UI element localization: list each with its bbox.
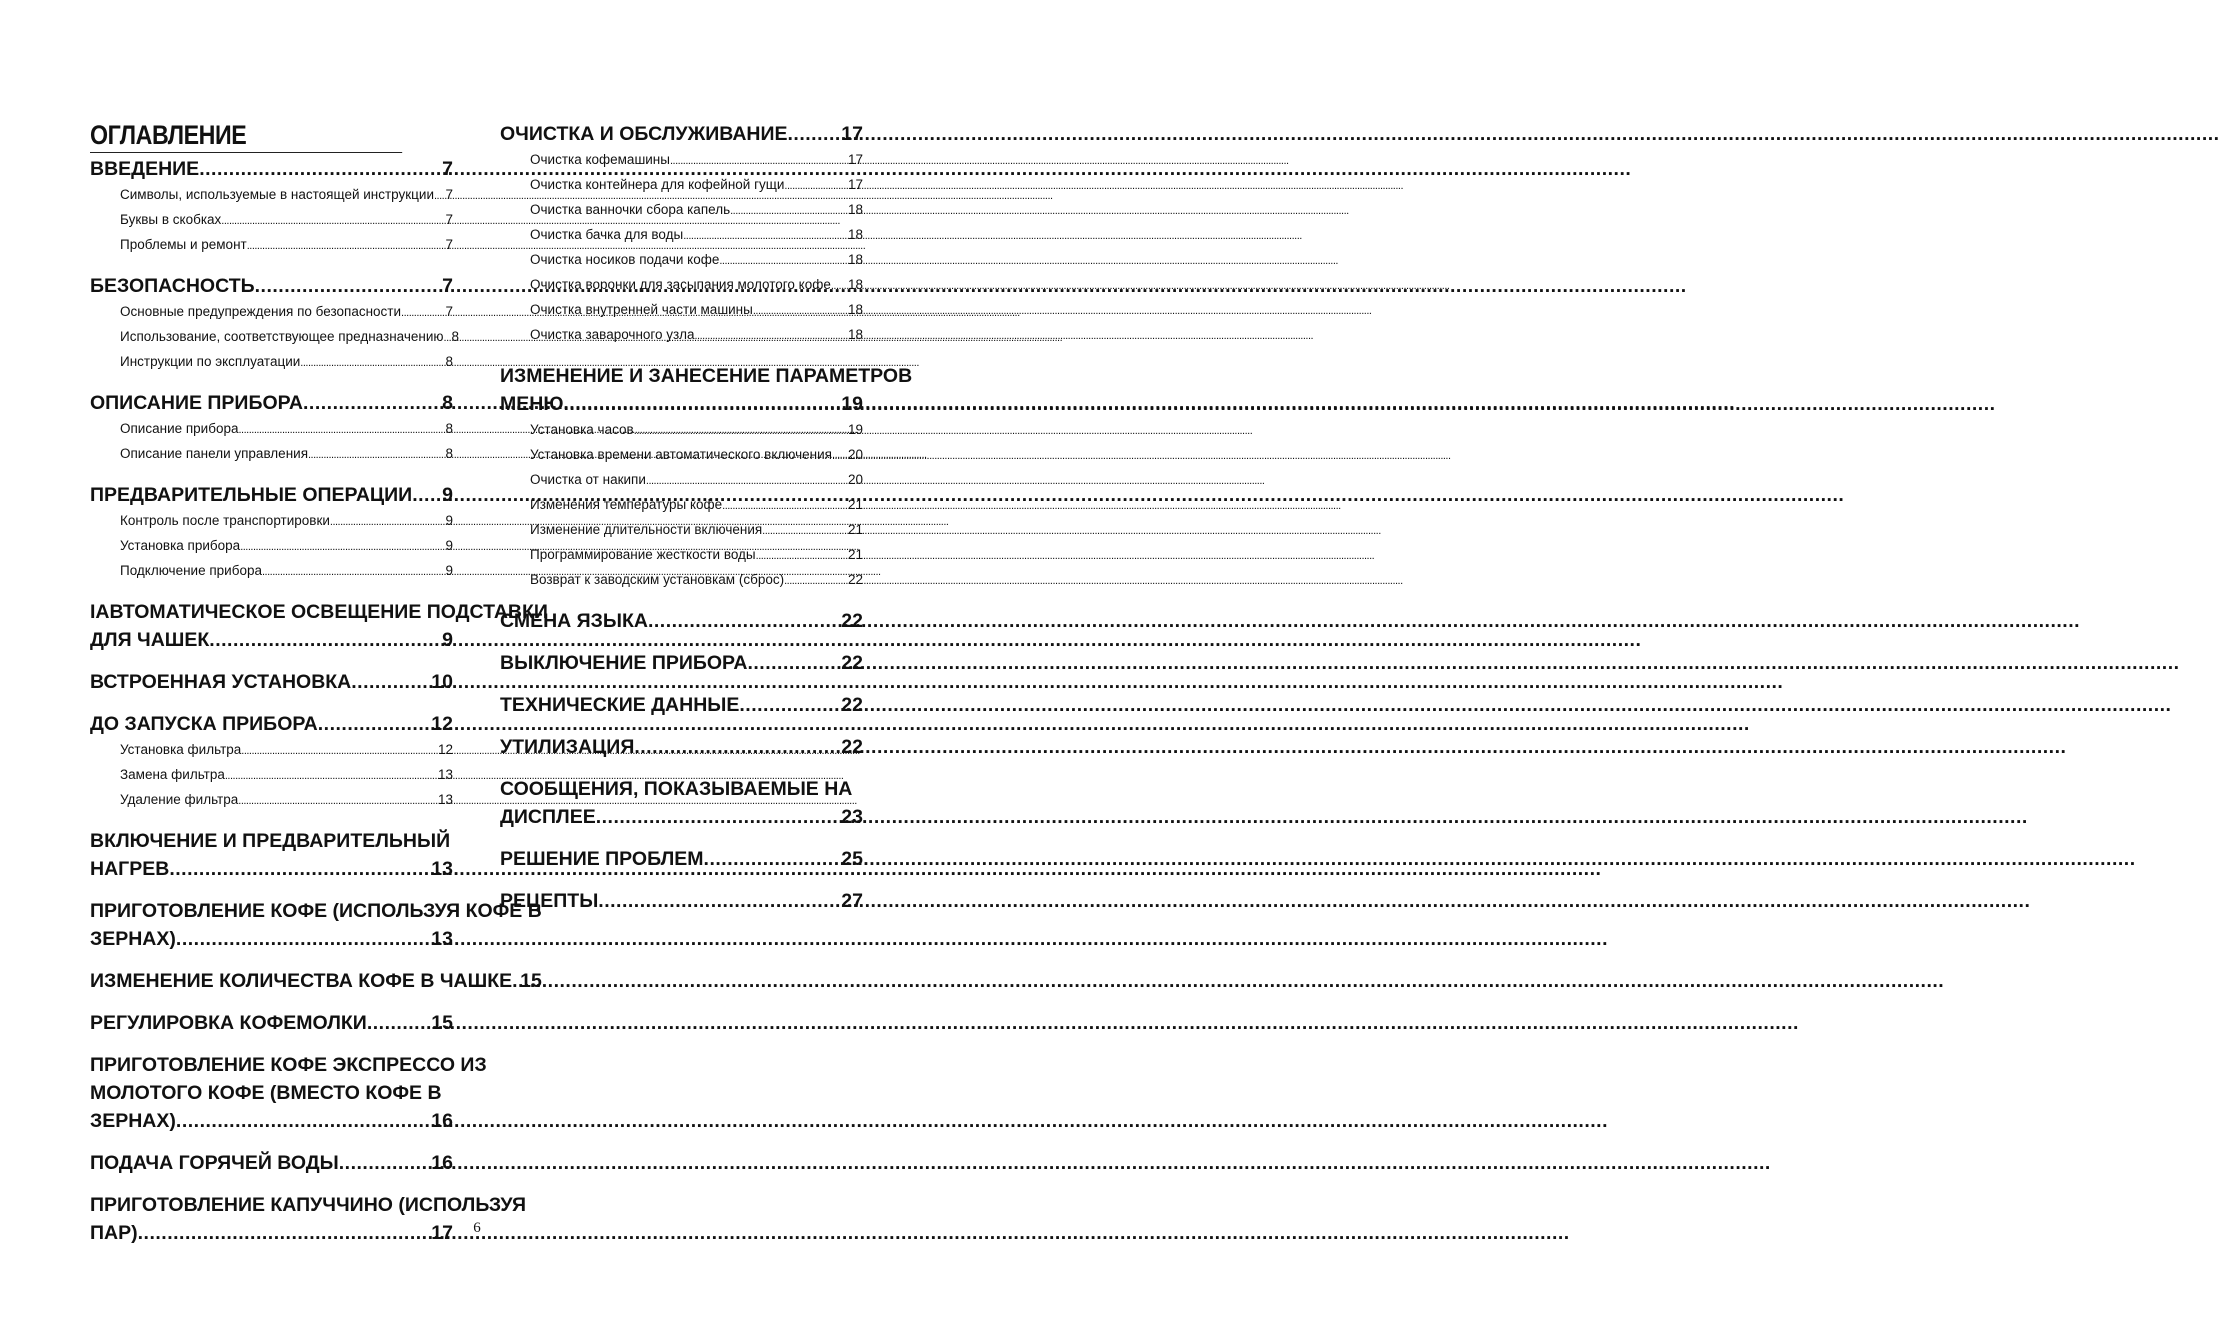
dot-leader	[563, 390, 841, 418]
toc-section	[90, 598, 548, 654]
section-heading-page: 25	[841, 848, 863, 870]
dot-leader	[512, 967, 520, 995]
subsection-row[interactable]	[530, 223, 863, 248]
dot-leader	[694, 323, 847, 348]
section-heading[interactable]	[90, 481, 453, 509]
toc-section	[90, 897, 542, 953]
section-heading-page: 8	[442, 392, 453, 414]
subsection-row[interactable]	[530, 493, 863, 518]
section-heading-title: ОЧИСТКА И ОБСЛУЖИВАНИЕ	[500, 123, 788, 145]
section-heading-page: 15	[520, 970, 542, 992]
section-heading-row[interactable]	[500, 607, 863, 635]
dot-leader	[788, 120, 842, 148]
section-heading-page: 7	[442, 158, 453, 180]
section-heading-line: ИЗМЕНЕНИЕ И ЗАНЕСЕНИЕ ПАРАМЕТРОВ	[500, 365, 913, 387]
subsection-row[interactable]	[530, 273, 863, 298]
page-number: 6	[473, 1220, 481, 1236]
subsection-list	[500, 418, 863, 593]
section-heading-line: МОЛОТОГО КОФЕ (ВМЕСТО КОФЕ В	[90, 1082, 442, 1104]
toc-right-column	[500, 120, 913, 929]
section-heading[interactable]	[90, 272, 453, 300]
subsection-page: 12	[437, 742, 453, 757]
dot-leader	[598, 887, 841, 915]
dot-leader	[255, 272, 443, 300]
subsection-title: Очистка контейнера для кофейной гущи	[530, 177, 785, 192]
subsection-row[interactable]	[530, 148, 863, 173]
section-heading[interactable]	[500, 691, 863, 719]
subsection-title: Подключение прибора	[120, 563, 262, 578]
toc-section	[90, 1009, 453, 1037]
subsection-page: 9	[445, 563, 453, 578]
section-heading-line: ПРИГОТОВЛЕНИЕ КАПУЧЧИНО (ИСПОЛЬЗУЯ	[90, 1194, 526, 1216]
section-heading-title: ЗЕРНАХ)	[90, 928, 176, 950]
dot-leader	[209, 626, 442, 654]
section-heading-row[interactable]	[90, 967, 542, 995]
subsection-title: Установка времени автоматического включения	[530, 447, 832, 462]
subsection-page: 13	[437, 792, 453, 807]
subsection-title: Контроль после транспортировки	[120, 513, 330, 528]
dot-leader	[247, 233, 446, 258]
section-heading[interactable]	[90, 1149, 453, 1177]
subsection-page: 8	[451, 329, 460, 344]
toc-section	[500, 775, 863, 831]
subsection-page: 18	[847, 277, 863, 292]
section-heading-title: ДО ЗАПУСКА ПРИБОРА	[90, 713, 318, 735]
dot-leader	[634, 733, 841, 761]
section-heading[interactable]	[500, 845, 863, 873]
section-heading-title: ВЫКЛЮЧЕНИЕ ПРИБОРА	[500, 652, 748, 674]
subsection-page: 19	[847, 422, 863, 437]
section-heading-page: 17	[841, 123, 863, 145]
subsection-list	[90, 417, 453, 467]
subsection-title: Установка прибора	[120, 538, 241, 553]
subsection-row[interactable]	[530, 468, 863, 493]
subsection-row[interactable]	[120, 300, 453, 325]
section-heading-row[interactable]	[90, 389, 453, 417]
section-heading-row[interactable]	[90, 481, 453, 509]
section-heading-page: 19	[841, 393, 863, 415]
subsection-title: Буквы в скобках	[120, 212, 222, 227]
dot-leader	[176, 1107, 431, 1135]
dot-leader	[832, 443, 848, 468]
section-heading-page: 15	[431, 1012, 453, 1034]
section-heading-row[interactable]	[500, 120, 863, 148]
section-heading-page: 17	[431, 1222, 453, 1244]
dot-leader	[241, 738, 438, 763]
section-heading-row[interactable]	[90, 1107, 453, 1135]
toc-section	[90, 389, 453, 467]
subsection-row[interactable]	[120, 183, 453, 208]
dot-leader	[762, 518, 848, 543]
subsection-row[interactable]	[530, 543, 863, 568]
section-heading-row[interactable]	[90, 668, 453, 696]
dot-leader	[648, 607, 841, 635]
subsection-page: 9	[445, 513, 453, 528]
dot-leader	[221, 208, 445, 233]
section-heading-title: ОПИСАНИЕ ПРИБОРА	[90, 392, 303, 414]
subsection-page: 20	[847, 472, 863, 487]
subsection-row[interactable]	[120, 208, 453, 233]
subsection-row[interactable]	[530, 298, 863, 323]
subsection-title: Программирование жесткости воды	[530, 547, 756, 562]
subsection-row[interactable]	[120, 763, 453, 788]
subsection-row[interactable]	[120, 233, 453, 258]
section-heading-page: 22	[841, 652, 863, 674]
section-heading-row[interactable]	[500, 733, 863, 761]
section-heading[interactable]	[500, 775, 863, 831]
subsection-row[interactable]	[120, 559, 453, 584]
subsection-page: 8	[445, 446, 453, 461]
toc-section	[500, 362, 913, 593]
subsection-title: Очистка воронки для засыпания молотого кофе	[530, 277, 831, 292]
section-heading-row[interactable]	[90, 155, 453, 183]
subsection-title: Очистка внутренней части машины	[530, 302, 753, 317]
toc-section	[500, 649, 863, 677]
dot-leader	[303, 389, 442, 417]
dot-leader	[367, 1009, 431, 1037]
dot-leader	[339, 1149, 432, 1177]
section-heading[interactable]	[90, 389, 453, 417]
subsection-page: 17	[847, 152, 863, 167]
dot-leader	[238, 417, 445, 442]
dot-leader	[722, 493, 848, 518]
toc-section	[500, 733, 863, 761]
dot-leader	[704, 845, 842, 873]
toc-section	[90, 710, 453, 813]
section-heading-row[interactable]	[500, 390, 863, 418]
dot-leader	[784, 173, 848, 198]
dot-leader	[444, 325, 452, 350]
section-heading-page: 22	[841, 736, 863, 758]
subsection-title: Очистка бачка для воды	[530, 227, 684, 242]
section-heading[interactable]	[90, 710, 453, 738]
subsection-row[interactable]	[530, 198, 863, 223]
section-heading-page: 10	[431, 671, 453, 693]
subsection-row[interactable]	[120, 534, 453, 559]
section-heading[interactable]	[500, 733, 863, 761]
section-heading-title: РЕШЕНИЕ ПРОБЛЕМ	[500, 848, 704, 870]
section-heading-title: БЕЗОПАСНОСТЬ	[90, 275, 255, 297]
subsection-title: Основные предупреждения по безопасности	[120, 304, 402, 319]
subsection-page: 7	[445, 304, 453, 319]
subsection-page: 7	[445, 237, 453, 252]
section-heading-title: ВСТРОЕННАЯ УСТАНОВКА	[90, 671, 352, 693]
dot-leader	[199, 155, 442, 183]
toc-section	[90, 481, 453, 584]
section-heading-title: ВВЕДЕНИЕ	[90, 158, 200, 180]
section-heading-page: 16	[431, 1152, 453, 1174]
subsection-page: 8	[445, 421, 453, 436]
subsection-title: Описание панели управления	[120, 446, 308, 461]
subsection-title: Изменение длительности включения	[530, 522, 763, 537]
toc-section	[90, 1051, 487, 1135]
subsection-page: 18	[847, 302, 863, 317]
section-heading-row[interactable]	[90, 626, 453, 654]
subsection-page: 22	[847, 572, 863, 587]
section-heading-line: ПРИГОТОВЛЕНИЕ КОФЕ ЭКСПРЕССО ИЗ	[90, 1054, 487, 1076]
subsection-title: Инструкции по эксплуатации	[120, 354, 301, 369]
subsection-title: Описание прибора	[120, 421, 239, 436]
section-heading-line: СООБЩЕНИЯ, ПОКАЗЫВАЕМЫЕ НА	[500, 778, 853, 800]
subsection-list	[500, 148, 863, 348]
section-heading[interactable]	[500, 887, 863, 915]
subsection-row[interactable]	[120, 738, 453, 763]
section-heading-title: РЕЦЕПТЫ	[500, 890, 599, 912]
dot-leader	[412, 481, 442, 509]
section-heading-line: IАВТОМАТИЧЕСКОЕ ОСВЕЩЕНИЕ ПОДСТАВКИ	[90, 601, 548, 623]
section-heading-line: ВКЛЮЧЕНИЕ И ПРЕДВАРИТЕЛЬНЫЙ	[90, 830, 451, 852]
subsection-page: 7	[445, 187, 453, 202]
subsection-page: 13	[437, 767, 453, 782]
section-heading-row[interactable]	[90, 1149, 453, 1177]
toc-section	[90, 272, 460, 375]
dot-leader	[225, 763, 438, 788]
subsection-row[interactable]	[120, 788, 453, 813]
subsection-title: Проблемы и ремонт	[120, 237, 247, 252]
subsection-title: Установка часов	[530, 422, 634, 437]
dot-leader	[646, 468, 848, 493]
dot-leader	[596, 803, 842, 831]
subsection-row[interactable]	[530, 568, 863, 593]
dot-leader	[240, 534, 445, 559]
section-heading[interactable]	[90, 1009, 453, 1037]
toc-section	[90, 668, 453, 696]
section-heading-title: ДЛЯ ЧАШЕК	[90, 629, 210, 651]
dot-leader	[753, 298, 848, 323]
subsection-page: 18	[847, 202, 863, 217]
toc-section	[500, 887, 863, 915]
section-heading-page: 16	[431, 1110, 453, 1132]
section-heading[interactable]	[90, 897, 542, 953]
subsection-title: Очистка от накипи	[530, 472, 646, 487]
subsection-title: Символы, используемые в настоящей инструкции	[120, 187, 434, 202]
section-heading-title: ИЗМЕНЕНИЕ КОЛИЧЕСТВА КОФЕ В ЧАШКЕ	[90, 970, 513, 992]
dot-leader	[330, 509, 446, 534]
subsection-title: Возврат к заводским установкам (сброс)	[530, 572, 785, 587]
subsection-page: 9	[445, 538, 453, 553]
subsection-row[interactable]	[530, 443, 863, 468]
subsection-page: 18	[847, 227, 863, 242]
section-heading-title: НАГРЕВ	[90, 858, 170, 880]
dot-leader	[831, 273, 848, 298]
section-heading-page: 13	[431, 858, 453, 880]
subsection-list	[90, 509, 453, 584]
section-heading-page: 9	[442, 484, 453, 506]
subsection-list	[90, 738, 453, 813]
section-heading-row[interactable]	[500, 649, 863, 677]
subsection-row[interactable]	[120, 325, 460, 350]
section-heading-page: 7	[442, 275, 453, 297]
section-heading-row[interactable]	[90, 272, 453, 300]
subsection-page: 18	[847, 252, 863, 267]
subsection-row[interactable]	[120, 442, 453, 467]
subsection-row[interactable]	[530, 173, 863, 198]
section-heading-title: ДИСПЛЕЕ	[500, 806, 596, 828]
toc-section	[500, 691, 863, 719]
toc-section	[500, 845, 863, 873]
section-heading-title: ЗЕРНАХ)	[90, 1110, 176, 1132]
section-heading-page: 27	[841, 890, 863, 912]
section-heading-title: УТИЛИЗАЦИЯ	[500, 736, 635, 758]
section-heading-title: ПАР)	[90, 1222, 138, 1244]
subsection-title: Удаление фильтра	[120, 792, 239, 807]
section-heading-row[interactable]	[500, 845, 863, 873]
section-heading-title: ПОДАЧА ГОРЯЧЕЙ ВОДЫ	[90, 1152, 339, 1174]
subsection-title: Очистка кофемашины	[530, 152, 670, 167]
section-heading-title: РЕГУЛИРОВКА КОФЕМОЛКИ	[90, 1012, 367, 1034]
subsection-row[interactable]	[120, 509, 453, 534]
subsection-list	[90, 300, 460, 375]
section-heading-page: 23	[841, 806, 863, 828]
subsection-title: Использование, соответствующее предназначению	[120, 329, 444, 344]
section-heading-page: 22	[841, 610, 863, 632]
dot-leader	[784, 568, 848, 593]
toc-section	[90, 1149, 453, 1177]
section-heading-row[interactable]	[90, 925, 453, 953]
dot-leader	[308, 442, 445, 467]
section-heading[interactable]	[500, 607, 863, 635]
subsection-row[interactable]	[530, 418, 863, 443]
dot-leader	[434, 183, 445, 208]
section-heading-page: 9	[442, 629, 453, 651]
toc-title: ОГЛАВЛЕНИЕ	[90, 118, 402, 153]
section-heading[interactable]	[90, 827, 453, 883]
subsection-title: Очистка заварочного узла	[530, 327, 695, 342]
subsection-row[interactable]	[120, 350, 453, 375]
toc-section	[90, 1191, 526, 1247]
subsection-title: Очистка ванночки сбора капель	[530, 202, 731, 217]
subsection-page: 17	[847, 177, 863, 192]
subsection-page: 7	[445, 212, 453, 227]
toc-section	[90, 827, 453, 883]
subsection-title: Изменения температуры кофе	[530, 497, 723, 512]
section-heading-row[interactable]	[90, 855, 453, 883]
dot-leader	[634, 418, 848, 443]
subsection-row[interactable]	[530, 518, 863, 543]
dot-leader	[262, 559, 446, 584]
section-heading[interactable]	[500, 120, 863, 148]
section-heading-page: 22	[841, 694, 863, 716]
dot-leader	[176, 925, 431, 953]
subsection-page: 21	[847, 497, 863, 512]
section-heading-row[interactable]	[90, 710, 453, 738]
section-heading-title: ПРЕДВАРИТЕЛЬНЫЕ ОПЕРАЦИИ	[90, 484, 413, 506]
subsection-title: Замена фильтра	[120, 767, 225, 782]
dot-leader	[756, 543, 848, 568]
section-heading-row[interactable]	[500, 691, 863, 719]
section-heading-row[interactable]	[500, 887, 863, 915]
dot-leader	[670, 148, 848, 173]
dot-leader	[401, 300, 445, 325]
subsection-page: 18	[847, 327, 863, 342]
section-heading[interactable]	[500, 649, 863, 677]
subsection-title: Очистка носиков подачи кофе	[530, 252, 720, 267]
dot-leader	[300, 350, 445, 375]
dot-leader	[169, 855, 431, 883]
dot-leader	[238, 788, 438, 813]
subsection-title: Установка фильтра	[120, 742, 242, 757]
subsection-page: 20	[847, 447, 863, 462]
toc-section	[90, 967, 542, 995]
subsection-page: 21	[847, 547, 863, 562]
section-heading-row[interactable]	[500, 803, 863, 831]
section-heading-page: 13	[431, 928, 453, 950]
toc-section	[500, 120, 863, 348]
section-heading-title: МЕНЮ	[500, 393, 564, 415]
toc-section	[500, 607, 863, 635]
section-heading-line: ПРИГОТОВЛЕНИЕ КОФЕ (ИСПОЛЬЗУЯ КОФЕ В	[90, 900, 542, 922]
subsection-row[interactable]	[120, 417, 453, 442]
dot-leader	[730, 198, 848, 223]
dot-leader	[747, 649, 841, 677]
section-heading[interactable]	[90, 668, 453, 696]
subsection-page: 8	[445, 354, 453, 369]
subsection-list	[90, 183, 453, 258]
toc-section	[90, 155, 453, 258]
section-heading-page: 12	[431, 713, 453, 735]
section-heading-title: ТЕХНИЧЕСКИЕ ДАННЫЕ	[500, 694, 740, 716]
dot-leader	[683, 223, 848, 248]
section-heading[interactable]	[90, 598, 548, 654]
section-heading[interactable]	[90, 967, 542, 995]
section-heading[interactable]	[90, 155, 453, 183]
dot-leader	[719, 248, 848, 273]
dot-leader	[351, 668, 431, 696]
subsection-page: 21	[847, 522, 863, 537]
section-heading[interactable]	[90, 1191, 526, 1247]
subsection-row[interactable]	[530, 323, 863, 348]
section-heading[interactable]	[90, 1051, 487, 1135]
subsection-row[interactable]	[530, 248, 863, 273]
dot-leader	[739, 691, 841, 719]
dot-leader	[318, 710, 432, 738]
section-heading-row[interactable]	[90, 1009, 453, 1037]
section-heading[interactable]	[500, 362, 913, 418]
section-heading-title: СМЕНА ЯЗЫКА	[500, 610, 648, 632]
